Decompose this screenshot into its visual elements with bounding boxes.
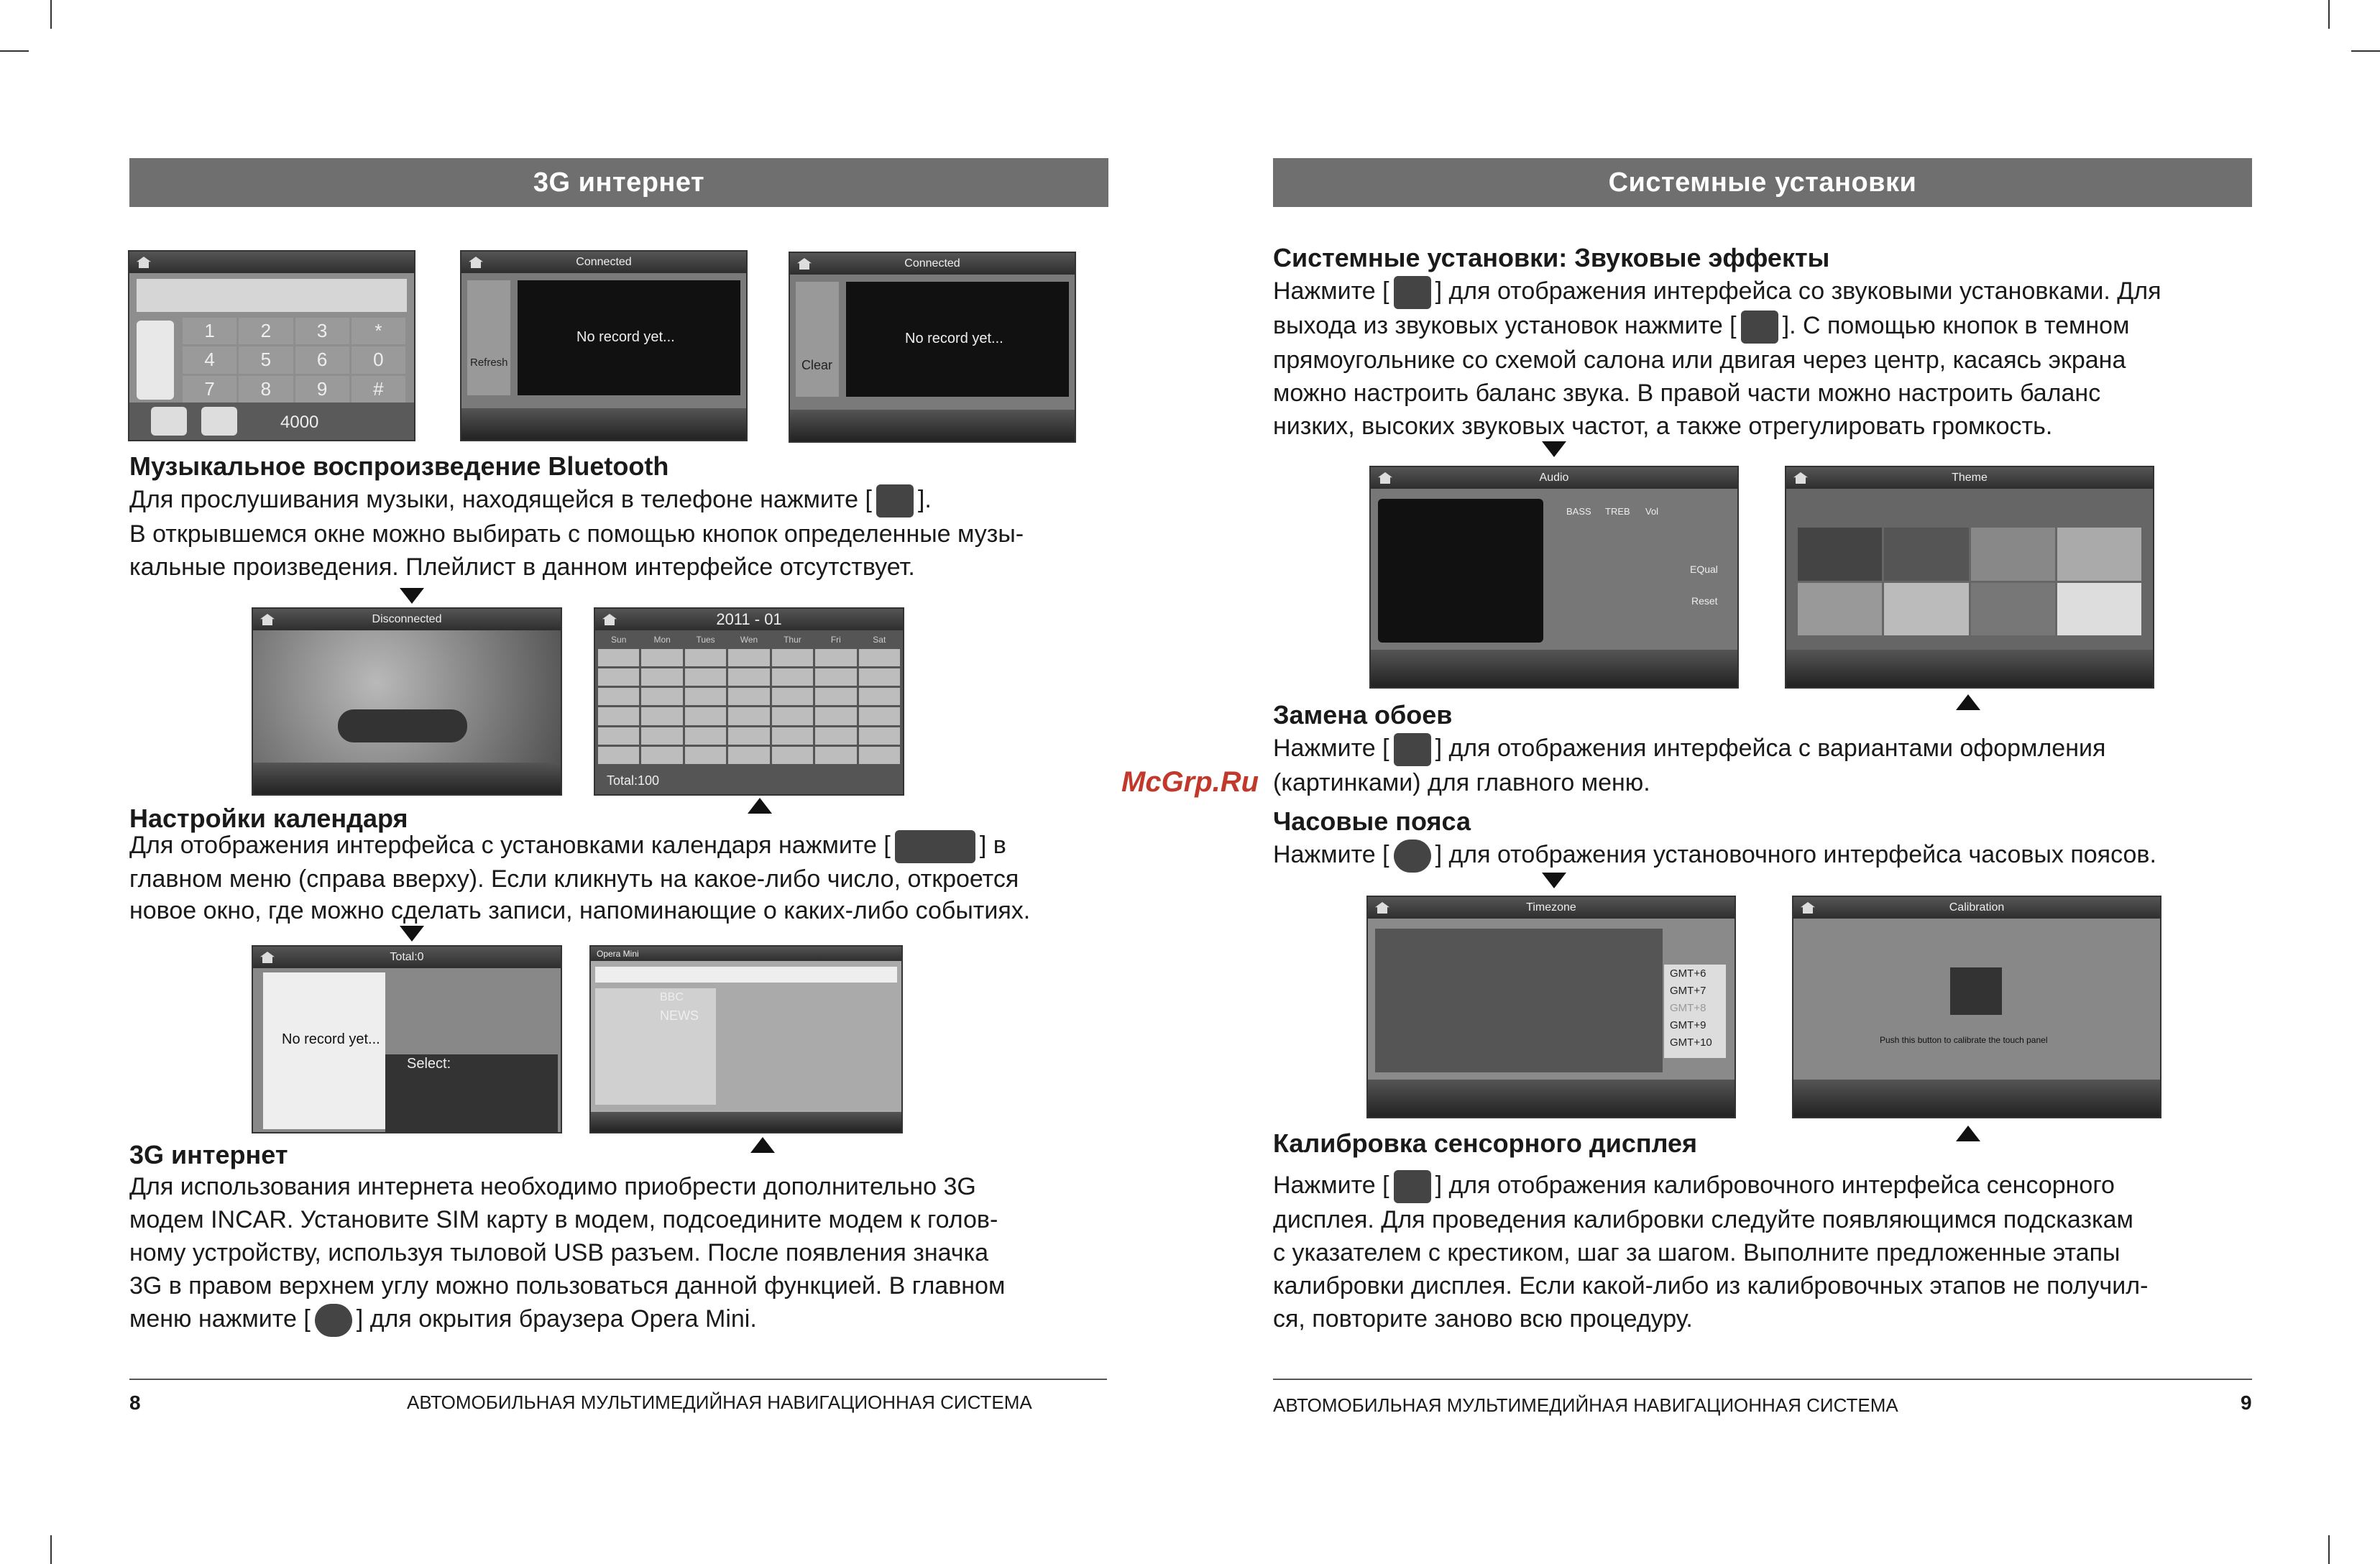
text-line: ] для окрытия браузера Opera Mini. xyxy=(356,1305,757,1333)
gmt-option: GMT+9 xyxy=(1670,1019,1706,1031)
volume-label: Vol xyxy=(1645,506,1659,517)
weekday-label: Wen xyxy=(740,635,758,645)
text-line: главном меню (справа вверху). Если кликнуть на какое-либо число, откроется xyxy=(129,865,1019,893)
no-record-label: No record yet... xyxy=(905,331,1003,346)
timezone-screenshot xyxy=(1366,896,1736,1118)
theme-screenshot xyxy=(1785,466,2154,689)
select-label: Select: xyxy=(407,1056,451,1072)
bbc-label: BBC xyxy=(660,991,684,1003)
screen-title: Opera Mini xyxy=(597,949,639,959)
footer-text: АВТОМОБИЛЬНАЯ МУЛЬТИМЕДИЙНАЯ НАВИГАЦИОННАЯ СИСТЕМА xyxy=(407,1392,1032,1413)
no-record-label: No record yet... xyxy=(282,1031,380,1047)
arrow-down-icon xyxy=(400,588,424,604)
text-line: меню нажмите [ xyxy=(129,1305,311,1333)
arrow-up-icon xyxy=(748,798,772,814)
calendar-icon xyxy=(895,830,975,863)
dialer-key: 9 xyxy=(295,376,349,402)
calibration-icon xyxy=(1394,1170,1431,1203)
section-banner: Системные установки xyxy=(1273,158,2252,207)
theme-grid xyxy=(1798,528,2141,635)
arrow-down-icon xyxy=(400,926,424,942)
calendar-title: 2011 - 01 xyxy=(716,610,782,628)
internet-heading: 3G интернет xyxy=(129,1140,288,1169)
text-line: низких, высоких звуковых частот, а также отрегулировать громкость. xyxy=(1273,413,2053,441)
text-line: можно настроить баланс звука. В правой части можно настроить баланс xyxy=(1273,380,2101,408)
wallpaper-icon xyxy=(1394,733,1431,766)
calendar-total: Total:100 xyxy=(607,773,660,788)
footer-rule xyxy=(129,1379,1107,1380)
text-line: Нажмите [ xyxy=(1273,841,1389,868)
arrow-down-icon xyxy=(1542,441,1566,457)
dialer-key: 8 xyxy=(239,376,293,402)
right-page xyxy=(1190,0,2380,1564)
screen-title: Calibration xyxy=(1949,901,2005,914)
wallpaper-text xyxy=(1273,732,2252,799)
weekday-label: Fri xyxy=(830,635,841,645)
dialer-key: 4 xyxy=(183,346,236,373)
text-line: ному устройству, используя тыловой USB разъем. После появления значка xyxy=(129,1239,988,1266)
arrow-down-icon xyxy=(1542,873,1566,888)
refresh-label: Refresh xyxy=(470,356,508,369)
gmt-option: GMT+8 xyxy=(1670,1002,1706,1014)
calendar-notes-screenshot xyxy=(252,945,562,1133)
text-line: Нажмите [ xyxy=(1273,277,1389,305)
home-icon xyxy=(1741,310,1778,344)
watermark: McGrp.Ru xyxy=(1121,766,1259,798)
news-label: NEWS xyxy=(660,1008,699,1023)
notes-total: Total:0 xyxy=(390,951,424,963)
gmt-option: GMT+10 xyxy=(1670,1036,1712,1049)
text-line: ] в xyxy=(979,832,1006,859)
sound-text xyxy=(1273,275,2252,443)
timezone-heading: Часовые пояса xyxy=(1273,806,1471,836)
text-line: Для отображения интерфейса с установками календаря нажмите [ xyxy=(129,832,891,859)
text-line: ] для отображения калибровочного интерфейса сенсорного xyxy=(1435,1172,2115,1199)
dialer-key: * xyxy=(352,318,405,344)
gmt-option: GMT+6 xyxy=(1670,967,1706,980)
weekday-label: Tues xyxy=(696,635,715,645)
text-line: калибровки дисплея. Если какой-либо из калибровочных этапов не получил- xyxy=(1273,1272,2149,1300)
text-line: Нажмите [ xyxy=(1273,735,1389,762)
calibration-hint: Push this button to calibrate the touch panel xyxy=(1880,1035,2048,1045)
calendar-heading: Настройки календаря xyxy=(129,804,408,833)
weekday-label: Thur xyxy=(784,635,801,645)
footer-text: АВТОМОБИЛЬНАЯ МУЛЬТИМЕДИЙНАЯ НАВИГАЦИОННАЯ СИСТЕМА xyxy=(1273,1394,1898,1416)
dialer-key: 6 xyxy=(295,346,349,373)
no-record-label: No record yet... xyxy=(576,329,675,345)
sound-heading: Системные установки: Звуковые эффекты xyxy=(1273,243,1830,272)
arrow-up-icon xyxy=(750,1137,775,1153)
text-line: ] для отображения установочного интерфейса часовых поясов. xyxy=(1435,841,2156,868)
dialer-key: 5 xyxy=(239,346,293,373)
text-line: ] для отображения интерфейса с вариантами оформления xyxy=(1435,735,2106,762)
text-line: ся, повторите заново всю процедуру. xyxy=(1273,1305,1693,1333)
text-line: с указателем с крестиком, шаг за шагом. Выполните предложенные этапы xyxy=(1273,1239,2121,1267)
screen-title: Audio xyxy=(1539,472,1569,484)
opera-mini-screenshot xyxy=(589,945,903,1133)
dialer-key: 0 xyxy=(352,346,405,373)
music-note-icon xyxy=(876,484,914,518)
treble-label: TREB xyxy=(1605,506,1630,517)
arrow-up-icon xyxy=(1956,694,1980,710)
text-line: Нажмите [ xyxy=(1273,1172,1389,1199)
footer-rule xyxy=(1273,1379,2252,1380)
text-line: новое окно, где можно сделать записи, напоминающие о каких-либо событиях. xyxy=(129,897,1031,925)
arrow-up-icon xyxy=(1956,1126,1980,1141)
screen-title: Timezone xyxy=(1526,901,1576,914)
text-line: ] для отображения интерфейса со звуковыми установками. Для xyxy=(1435,277,2161,305)
wallpaper-heading: Замена обоев xyxy=(1273,700,1453,730)
weekday-label: Sun xyxy=(611,635,627,645)
audio-screenshot xyxy=(1369,466,1739,689)
timezone-text xyxy=(1273,838,2252,873)
dialer-keypad xyxy=(183,318,405,402)
clear-label: Clear xyxy=(801,358,833,372)
screen-title: Connected xyxy=(904,257,960,270)
text-line: прямоугольнике со схемой салона или двигая через центр, касаясь экрана xyxy=(1273,346,2126,374)
calibration-heading: Калибровка сенсорного дисплея xyxy=(1273,1128,1698,1158)
dialer-key: 3 xyxy=(295,318,349,344)
bt-music-screenshot xyxy=(252,607,562,796)
page-number: 8 xyxy=(129,1392,141,1414)
screen-title: Theme xyxy=(1952,472,1988,484)
reset-label: Reset xyxy=(1691,595,1718,607)
calendar-header xyxy=(598,633,900,646)
dialer-key: # xyxy=(352,376,405,402)
text-line: ]. xyxy=(917,486,932,513)
internet-text xyxy=(129,1170,1108,1337)
text-line: (картинками) для главного меню. xyxy=(1273,769,1650,797)
calibration-text xyxy=(1273,1169,2252,1335)
weekday-label: Mon xyxy=(653,635,671,645)
bluetooth-music-heading: Музыкальное воспроизведение Bluetooth xyxy=(129,451,669,481)
text-line: Для прослушивания музыки, находящейся в телефоне нажмите [ xyxy=(129,486,872,513)
dialer-number: 4000 xyxy=(280,413,319,432)
bluetooth-music-text xyxy=(129,483,1108,584)
phonebook-clear-screenshot xyxy=(789,252,1076,443)
page-number: 9 xyxy=(2241,1392,2252,1414)
screen-title: Connected xyxy=(576,256,632,268)
sound-settings-icon xyxy=(1394,276,1431,309)
text-line: кальные произведения. Плейлист в данном интерфейсе отсутствует. xyxy=(129,553,915,581)
bass-label: BASS xyxy=(1566,506,1591,517)
calendar-text xyxy=(129,829,1108,926)
text-line: дисплея. Для проведения калибровки следуйте появляющимся подсказкам xyxy=(1273,1206,2133,1234)
text-line: модем INCAR. Установите SIM карту в модем, подсоедините модем к голов- xyxy=(129,1206,998,1233)
text-line: выхода из звуковых установок нажмите [ xyxy=(1273,312,1737,340)
dialer-key: 2 xyxy=(239,318,293,344)
gmt-option: GMT+7 xyxy=(1670,985,1706,997)
dialer-key: 1 xyxy=(183,318,236,344)
dialer-screenshot xyxy=(128,250,415,441)
text-line: Для использования интернета необходимо приобрести дополнительно 3G xyxy=(129,1173,976,1200)
text-line: ]. С помощью кнопок в темном xyxy=(1782,312,2130,340)
phonebook-refresh-screenshot xyxy=(460,250,748,441)
calendar-grid xyxy=(598,649,900,764)
text-line: В открывшемся окне можно выбирать с помощью кнопок определенные музы- xyxy=(129,520,1024,548)
opera-icon xyxy=(315,1304,352,1337)
calendar-screenshot xyxy=(594,607,904,796)
calibration-screenshot xyxy=(1792,896,2161,1118)
equal-label: EQual xyxy=(1690,564,1718,575)
screen-title: Disconnected xyxy=(372,613,442,625)
weekday-label: Sat xyxy=(873,635,886,645)
dialer-key: 7 xyxy=(183,376,236,402)
text-line: 3G в правом верхнем углу можно пользоваться данной функцией. В главном xyxy=(129,1272,1006,1300)
section-banner: 3G интернет xyxy=(129,158,1108,207)
clock-icon xyxy=(1394,840,1431,873)
